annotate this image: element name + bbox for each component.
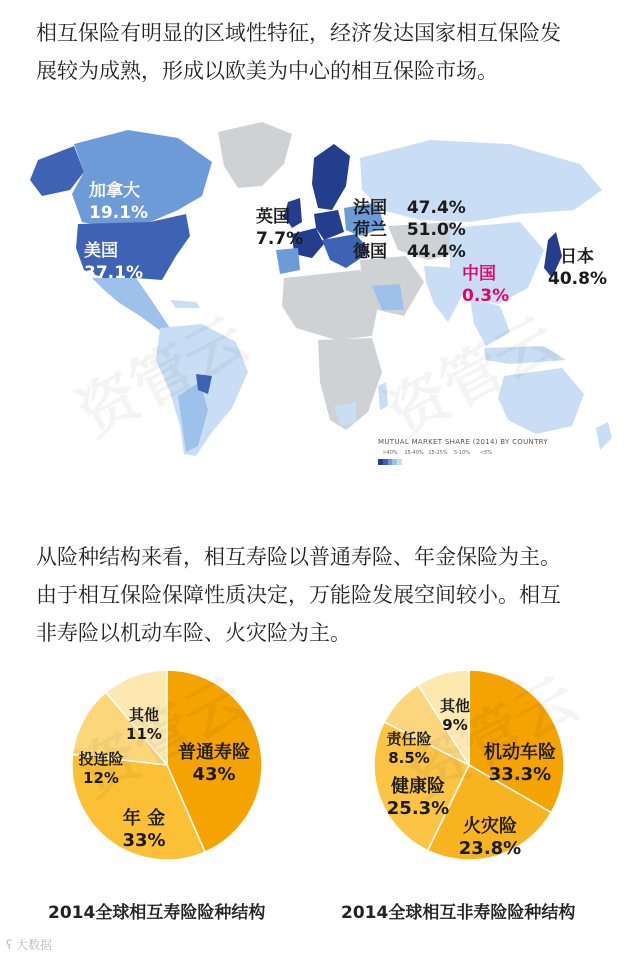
label-usa bbox=[84, 240, 143, 284]
world-map-canvas bbox=[0, 110, 640, 490]
map-iberia bbox=[276, 248, 300, 274]
intro-paragraph bbox=[36, 14, 612, 90]
pie-slice-value: 9% bbox=[442, 716, 468, 734]
legend-title: MUTUAL MARKET SHARE (2014) BY COUNTRY bbox=[378, 438, 548, 446]
legend-swatch bbox=[397, 459, 402, 465]
map-scandinavia bbox=[312, 144, 350, 210]
pie-slice-label: 健康险 bbox=[391, 776, 445, 797]
legend-label: 25-40% bbox=[404, 450, 424, 456]
pie-slice-value: 43% bbox=[192, 764, 236, 785]
uk-name: 英国 bbox=[256, 207, 290, 227]
map-new-zealand bbox=[596, 422, 612, 450]
pie-slice-label: 责任险 bbox=[386, 730, 432, 748]
label-france bbox=[353, 197, 466, 219]
usa-name: 美国 bbox=[84, 241, 118, 261]
pie-slice-label: 火灾险 bbox=[463, 816, 517, 837]
china-name: 中国 bbox=[462, 264, 496, 284]
map-mexico bbox=[92, 278, 174, 334]
japan-name: 日本 bbox=[560, 247, 594, 267]
map-madagascar bbox=[378, 382, 388, 410]
pie-slice-label: 其他 bbox=[128, 706, 160, 724]
canada-value: 19.1% bbox=[89, 203, 148, 223]
pie-slice-label: 机动车险 bbox=[484, 742, 556, 763]
japan-value: 40.8% bbox=[548, 269, 607, 289]
map-india bbox=[424, 266, 464, 322]
pie-slice-value: 8.5% bbox=[388, 749, 430, 767]
map-north-africa bbox=[282, 270, 378, 340]
germany-name: 德国 bbox=[353, 242, 387, 262]
footer-watermark-text: 大数据 bbox=[15, 938, 52, 952]
legend-label: >40% bbox=[382, 450, 398, 456]
netherlands-name: 荷兰 bbox=[353, 220, 387, 240]
structure-line-2: 由于相互保险保障性质决定，万能险发展空间较小。相互 bbox=[36, 583, 561, 607]
map-australia bbox=[498, 368, 584, 434]
map-legend bbox=[378, 438, 548, 465]
legend-label: 5-10% bbox=[453, 450, 471, 456]
pie-slice-value: 11% bbox=[126, 725, 162, 743]
pie-slice-value: 33% bbox=[122, 830, 166, 851]
germany-value: 44.4% bbox=[406, 242, 466, 262]
nonlife-pie-title: 2014全球相互非寿险险种结构 bbox=[341, 903, 576, 923]
pie-slice-value: 25.3% bbox=[386, 798, 450, 819]
pie-slice-label: 其他 bbox=[439, 697, 471, 715]
label-germany bbox=[353, 241, 466, 263]
pie-slice-label: 普通寿险 bbox=[178, 742, 250, 763]
france-value: 47.4% bbox=[406, 198, 466, 218]
pie-slice-value: 33.3% bbox=[488, 764, 552, 785]
life-pie-title: 2014全球相互寿险险种结构 bbox=[48, 903, 266, 923]
pie-slice-value: 23.8% bbox=[458, 838, 522, 859]
structure-paragraph bbox=[36, 538, 612, 652]
structure-line-3: 非寿险以机动车险、火灾险为主。 bbox=[36, 621, 351, 645]
legend-swatches bbox=[378, 459, 402, 465]
label-japan bbox=[548, 246, 607, 290]
label-canada bbox=[89, 180, 148, 224]
world-map bbox=[0, 110, 640, 490]
pie-slice-label: 年 金 bbox=[122, 808, 166, 829]
footer-watermark bbox=[6, 936, 52, 953]
france-name: 法国 bbox=[353, 198, 387, 218]
label-netherlands bbox=[353, 219, 466, 241]
legend-label: 15-25% bbox=[428, 450, 448, 456]
label-uk bbox=[256, 206, 303, 250]
canada-name: 加拿大 bbox=[89, 181, 140, 201]
intro-line-2: 展较为成熟，形成以欧美为中心的相互保险市场。 bbox=[36, 59, 498, 83]
intro-line-1: 相互保险有明显的区域性特征，经济发达国家相互保险发 bbox=[36, 21, 561, 45]
netherlands-value: 51.0% bbox=[406, 220, 466, 240]
uk-value: 7.7% bbox=[256, 229, 304, 249]
pie-charts bbox=[0, 660, 640, 880]
structure-line-1: 从险种结构来看，相互寿险以普通寿险、年金保险为主。 bbox=[36, 545, 561, 569]
pie-slice-value: 12% bbox=[83, 769, 119, 787]
label-china bbox=[462, 263, 509, 307]
weibo-icon: ʕ bbox=[6, 938, 13, 952]
map-indonesia bbox=[484, 346, 566, 364]
map-greenland bbox=[218, 122, 292, 188]
pie-slice-label: 投连险 bbox=[78, 750, 124, 768]
usa-value: 37.1% bbox=[84, 263, 143, 283]
china-value: 0.3% bbox=[462, 286, 510, 306]
legend-label: <5% bbox=[479, 450, 493, 456]
map-caribbean bbox=[170, 300, 200, 308]
legend-labels bbox=[378, 450, 548, 456]
